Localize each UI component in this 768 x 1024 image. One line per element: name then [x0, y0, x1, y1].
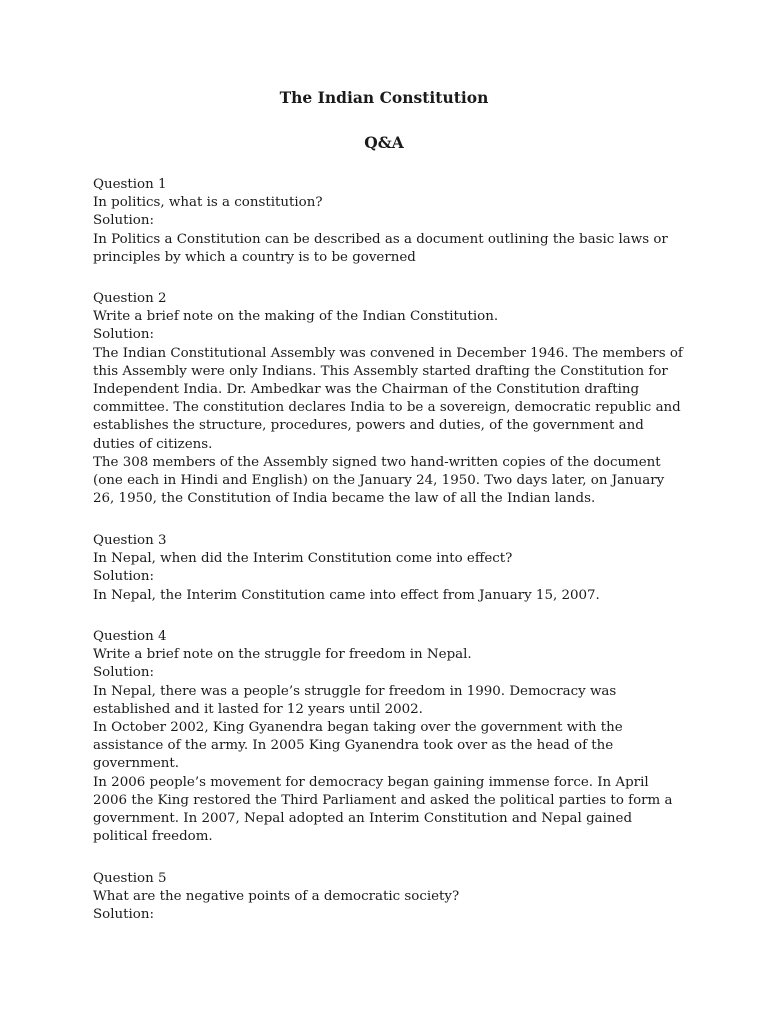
solution-label: Solution: [93, 213, 155, 229]
question-label: Question 3 [93, 533, 167, 548]
qa-block-4 [93, 628, 683, 846]
answer-paragraph: In Nepal, the Interim Constitution came into effect from January 15, 2007. [93, 587, 600, 603]
solution-label: Solution: [93, 569, 155, 585]
question-label: Question 2 [93, 291, 167, 306]
solution-label: Solution: [93, 665, 155, 681]
question-label: Question 4 [93, 629, 167, 644]
qa-block-1 [93, 176, 683, 267]
qa-block-2 [93, 290, 683, 508]
answer-paragraph: The Indian Constitutional Assembly was convened in December 1946. The members of this Assembly were only Indians. This Assembly started drafting the Constitution for Independent India. Dr. Ambedkar was the Chairman of the Constitution drafting committee. The constitution declares India to be a sovereign, democratic republic and establishes the structure, procedures, powers and duties, of the government and duties of citizens. [93, 345, 683, 452]
question-text: Write a brief note on the making of the Indian Constitution. [93, 309, 499, 325]
question-label: Question 5 [93, 871, 167, 886]
answer-paragraph: In Politics a Constitution can be described as a document outlining the basic laws or principles by which a country is to be governed [93, 231, 668, 265]
answer-paragraph: The 308 members of the Assembly signed two hand-written copies of the document (one each in Hindi and English) on the January 24, 1950. Two days later, on January 26, 1950, the Constitution of India became the law of all the Indian lands. [93, 454, 665, 507]
answer-paragraph: In October 2002, King Gyanendra began taking over the government with the assistance of the army. In 2005 King Gyanendra took over as the head of the government. [93, 720, 623, 772]
question-text: In politics, what is a constitution? [93, 195, 323, 211]
question-text: Write a brief note on the struggle for freedom in Nepal. [93, 647, 472, 663]
answer-paragraph: In 2006 people’s movement for democracy began gaining immense force. In April 2006 the King restored the Third Parliament and asked the political parties to form a government. In 2007, Nepal adopted an Interim Constitution and Nepal gained political freedom. [93, 774, 673, 845]
qa-block-5 [93, 870, 683, 925]
answer-paragraph: In Nepal, there was a people’s struggle for freedom in 1990. Democracy was established and it lasted for 12 years until 2002. [93, 683, 617, 717]
document-subtitle: Q&A [364, 133, 404, 152]
question-text: In Nepal, when did the Interim Constitution come into effect? [93, 551, 513, 567]
question-text: What are the negative points of a democratic society? [93, 889, 460, 905]
question-label: Question 1 [93, 177, 167, 192]
document-title: The Indian Constitution [279, 88, 489, 107]
qa-block-3 [93, 532, 683, 605]
solution-label: Solution: [93, 327, 155, 343]
solution-label: Solution: [93, 907, 155, 923]
